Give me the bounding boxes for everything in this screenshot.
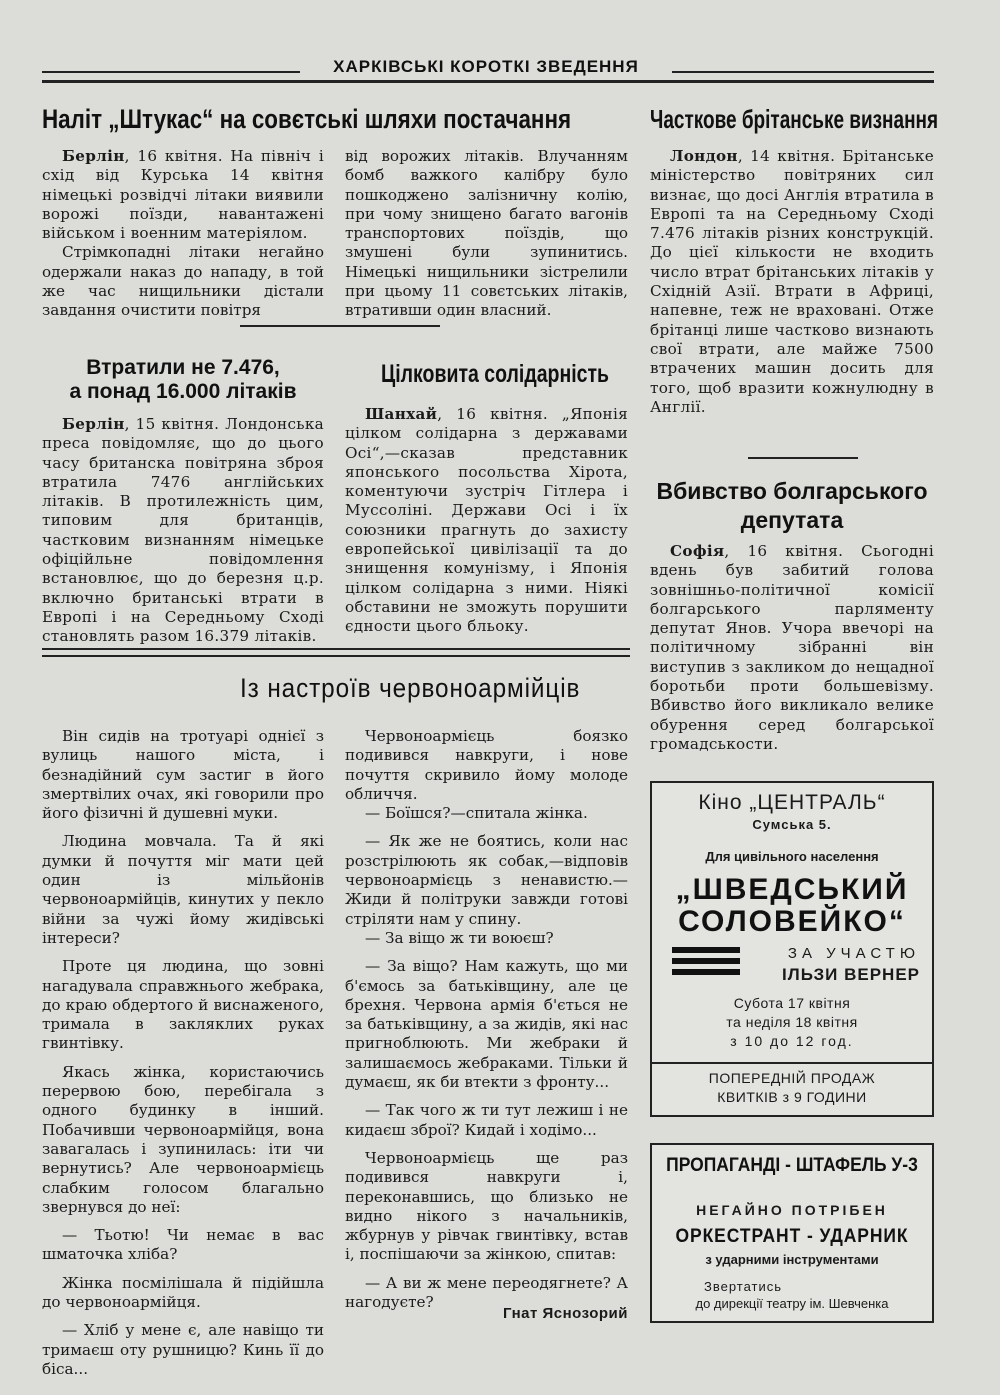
feature-col1-paragraph: — Тьотю! Чи немає в вас шматочка хліба? — [42, 1226, 324, 1264]
ad-cinema-box — [650, 781, 934, 1117]
ad-staffel-box — [650, 1143, 934, 1323]
feature-col2-paragraph: — Як же не боятись, коли нас розстрілюють як собак,—відповів червоноармієць з ненавистю.— Жиди й політруки завжди готові стріляти нам у спину. — [345, 832, 628, 928]
article5-body — [650, 542, 934, 754]
article1-column-1 — [42, 147, 324, 321]
feature-column-2 — [345, 727, 628, 1312]
masthead-underline — [42, 80, 934, 83]
article2-body — [42, 415, 324, 647]
ad-staffel-line-4: Звертатись — [704, 1279, 783, 1294]
masthead-rule-left — [42, 71, 300, 73]
article5-headline-1: Вбивство болгарського — [656, 478, 928, 504]
feature-col2-paragraph: — За віщо ж ти воюєш? — [365, 928, 554, 947]
article1-paragraph-2: Стрімкопадні літаки негайно одержали наказ до нападу, в той же час нищильники дістали завдання очистити повітря — [42, 243, 324, 320]
feature-author: Гнат Яснозорий — [502, 1305, 628, 1322]
feature-col1-paragraph: Якась жінка, користаючись перервою бою, перебігала з одного будинку в інший. Побачивши червоноармійця, вона завагалась і зупинилась: іти чи вернутись? Але червоноармієць слабким голосом благально звернувся до неї: — [42, 1062, 324, 1216]
article5-text: , 16 квітня. Сьогодні вдень був забитий голова зовнішньо-політичної комісії болгарського парляменту депутат Янов. Учора ввечорі на політичному зібранні він виступив з закликом до нещадної боротьби проти большевізму. Вбивство його викликало велике обурення серед болгарської громадськости. — [650, 542, 934, 753]
feature-col2-paragraph: Червоноармієць боязко подивився навкруги, і нове почуття скривило йому молоде обличчя. — [345, 727, 628, 803]
article4-body — [650, 147, 934, 417]
ad-cinema-divider — [652, 1062, 932, 1064]
article2-headline-2: а понад 16.000 літаків — [69, 380, 297, 403]
feature-col1-paragraph: — Хліб у мене є, але навіщо ти тримаєш оту рушницю? Кинь її до біса... — [42, 1321, 324, 1378]
article1-divider — [240, 325, 440, 327]
feature-col2-paragraph: — Боїшся?—спитала жінка. — [365, 804, 588, 823]
article4-headline: Часткове брітанське визнання — [650, 104, 939, 134]
article5-dateline-city: Софія — [670, 542, 725, 560]
article4-dateline-city: Лондон — [670, 147, 738, 165]
feature-col1-paragraph: Він сидів на тротуарі однієї з вулиць нашого міста, і безнадійний сум застиг в його змертвілих очах, які говорили про його фізичні й душевні муки. — [42, 727, 324, 823]
article2-text: , 15 квітня. Лондонська преса повідомляє, що до цього часу британска повітряна зброя втратила 7476 англійських літаків. В протилежність цим, типовим для британців, частковим визнанням німецьке офіційльне повідомлення встановлює, що до березня ц.р. включно британські втрати в Европі і на Середньому Сході становлять разом 16.379 літаків. — [42, 415, 324, 646]
article3-headline: Цілковита солідарність — [381, 360, 610, 388]
article2-headline-1: Втратили не 7.476, — [86, 356, 280, 379]
article3-text: , 16 квітня. „Японія цілком солідарна з державами Осі“,—сказав представник японського посольства Хірота, коментуючи зустріч Гітлера і Муссоліні. Держави Осі і їх союзники прагнуть до захисту европейської цивілізації та до знищення комунізму, і Японія цілком солідарна з ними. Ніякі обставини не зможуть порушити єдности цього бльоку. — [345, 405, 628, 636]
ad-staffel-title: ПРОПАГАНДІ - ШТАФЕЛЬ У-3 — [666, 1155, 918, 1176]
ad-cinema-presale-1: ПОПЕРЕДНІЙ ПРОДАЖ — [708, 1070, 876, 1086]
article1-column-2 — [345, 147, 628, 321]
ad-staffel-line-2: ОРКЕСТРАНТ - УДАРНИК — [675, 1226, 909, 1247]
section-double-rule-bottom — [42, 655, 630, 657]
article4-divider — [748, 457, 858, 459]
ad-staffel-line-5: до дирекції театру ім. Шевченка — [695, 1296, 889, 1311]
ad-cinema-presale-2: КВИТКІВ з 9 ГОДИНИ — [717, 1089, 867, 1105]
ad-cinema-film-2: СОЛОВЕЙКО“ — [678, 905, 906, 938]
article1-headline: Наліт „Штукас“ на совєтські шляхи постачання — [42, 104, 572, 134]
section-double-rule-top — [42, 648, 630, 650]
feature-col2-paragraph: Червоноармієць ще раз подивився навкруги і, переконавшись, що близько не видно нікого з начальників, жбурнув у рівчак гвинтівку, встав і, поспішаючи за жінкою, спитав: — [345, 1148, 628, 1264]
ad-staffel-line-1: НЕГАЙНО ПОТРІБЕН — [696, 1202, 888, 1218]
ad-cinema-dates-1: Субота 17 квітня — [733, 995, 851, 1011]
article2-dateline-city: Берлін — [62, 415, 125, 433]
ad-cinema-audience: Для цивільного населення — [705, 849, 879, 864]
masthead-rule-right — [672, 71, 934, 73]
ad-cinema-name: Кіно „ЦЕНТРАЛЬ“ — [698, 791, 886, 814]
feature-col1-paragraph: Людина мовчала. Та й які думки й почуття міг мати цей один із мільйонів червоноармійців, кинутих у пекло війни за чужі йому жидівські інтереси? — [42, 832, 324, 947]
ad-cinema-dates-2: та неділя 18 квітня — [726, 1014, 858, 1030]
article1-paragraph-3: від ворожих літаків. Влучанням бомб важкого калібру було пошкоджено залізничну колію, при чому знищено багато вагонів транспортових поїздів, що змушені були зупинитись. Німецькі нищильники зістрелили при цьому 11 совєтських літаків, втративши один власний. — [345, 147, 628, 320]
masthead-title: ХАРКІВСЬКІ КОРОТКІ ЗВЕДЕННЯ — [333, 57, 639, 76]
article3-dateline-city: Шанхай — [365, 405, 438, 423]
article1-dateline-city: Берлін — [62, 147, 125, 165]
feature-col1-paragraph: Проте ця людина, що зовні нагадувала справжнього жебрака, до краю обдертого й виснаженого, тримала в закляклих руках гвинтівку. — [42, 957, 324, 1053]
ad-staffel-line-3: з ударними інструментами — [705, 1252, 879, 1267]
feature-col2-paragraph: — А ви ж мене переодягнете? А нагодуєте? — [345, 1273, 628, 1312]
ad-cinema-star: ІЛЬЗИ ВЕРНЕР — [782, 965, 920, 984]
feature-col2-paragraph: — За віщо? Нам кажуть, що ми б'ємось за батьківщину, але це брехня. Червона армія б'ється не за батьківщину, а за жидів, які нас пригноблюють. Ми жебраки й залишаємось жебраками. Тільки й думаєш, як би втекти з фронту... — [345, 957, 628, 1092]
article5-headline-2: депутата — [740, 507, 844, 533]
ad-cinema-with-label: ЗА УЧАСТЮ — [787, 945, 920, 962]
ad-cinema-stripes — [672, 947, 740, 979]
article3-body — [345, 405, 628, 637]
feature-column-1 — [42, 727, 324, 1379]
feature-headline: Із настроїв червоноармійців — [240, 673, 581, 703]
ad-cinema-hours: з 10 до 12 год. — [730, 1033, 854, 1049]
feature-col2-paragraph: — Так чого ж ти тут лежиш і не кидаєш зброї? Кидай і ходімо... — [345, 1101, 628, 1139]
article4-text: , 14 квітня. Брітанське міністерство повітряних сил визнає, що досі Англія втратила в Европі та на Середньому Сході 7.476 літаків різних конструкцій. До цієї кількости не входить число втрат брітанських літаків у Східній Азії. Втрати в Африці, напевне, теж не враховані. Отже брітанці лише частково визнають свої втрати, але майже 7500 втрачених машин досить для того, щоб вразити кожнулюдну в Англії. — [650, 147, 934, 416]
ad-cinema-film-1: „ШВЕДСЬКИЙ — [675, 873, 909, 906]
ad-cinema-address: Сумська 5. — [752, 817, 832, 832]
article1-paragraph-1: , 16 квітня. На північ і схід від Курська 14 квітня німецькі розвідчі літаки виявили ворожі поїзди, навантажені військом і военним матеріялом. — [42, 147, 324, 243]
feature-col1-paragraph: Жінка посмілішала й підійшла до червоноармійця. — [42, 1273, 324, 1312]
